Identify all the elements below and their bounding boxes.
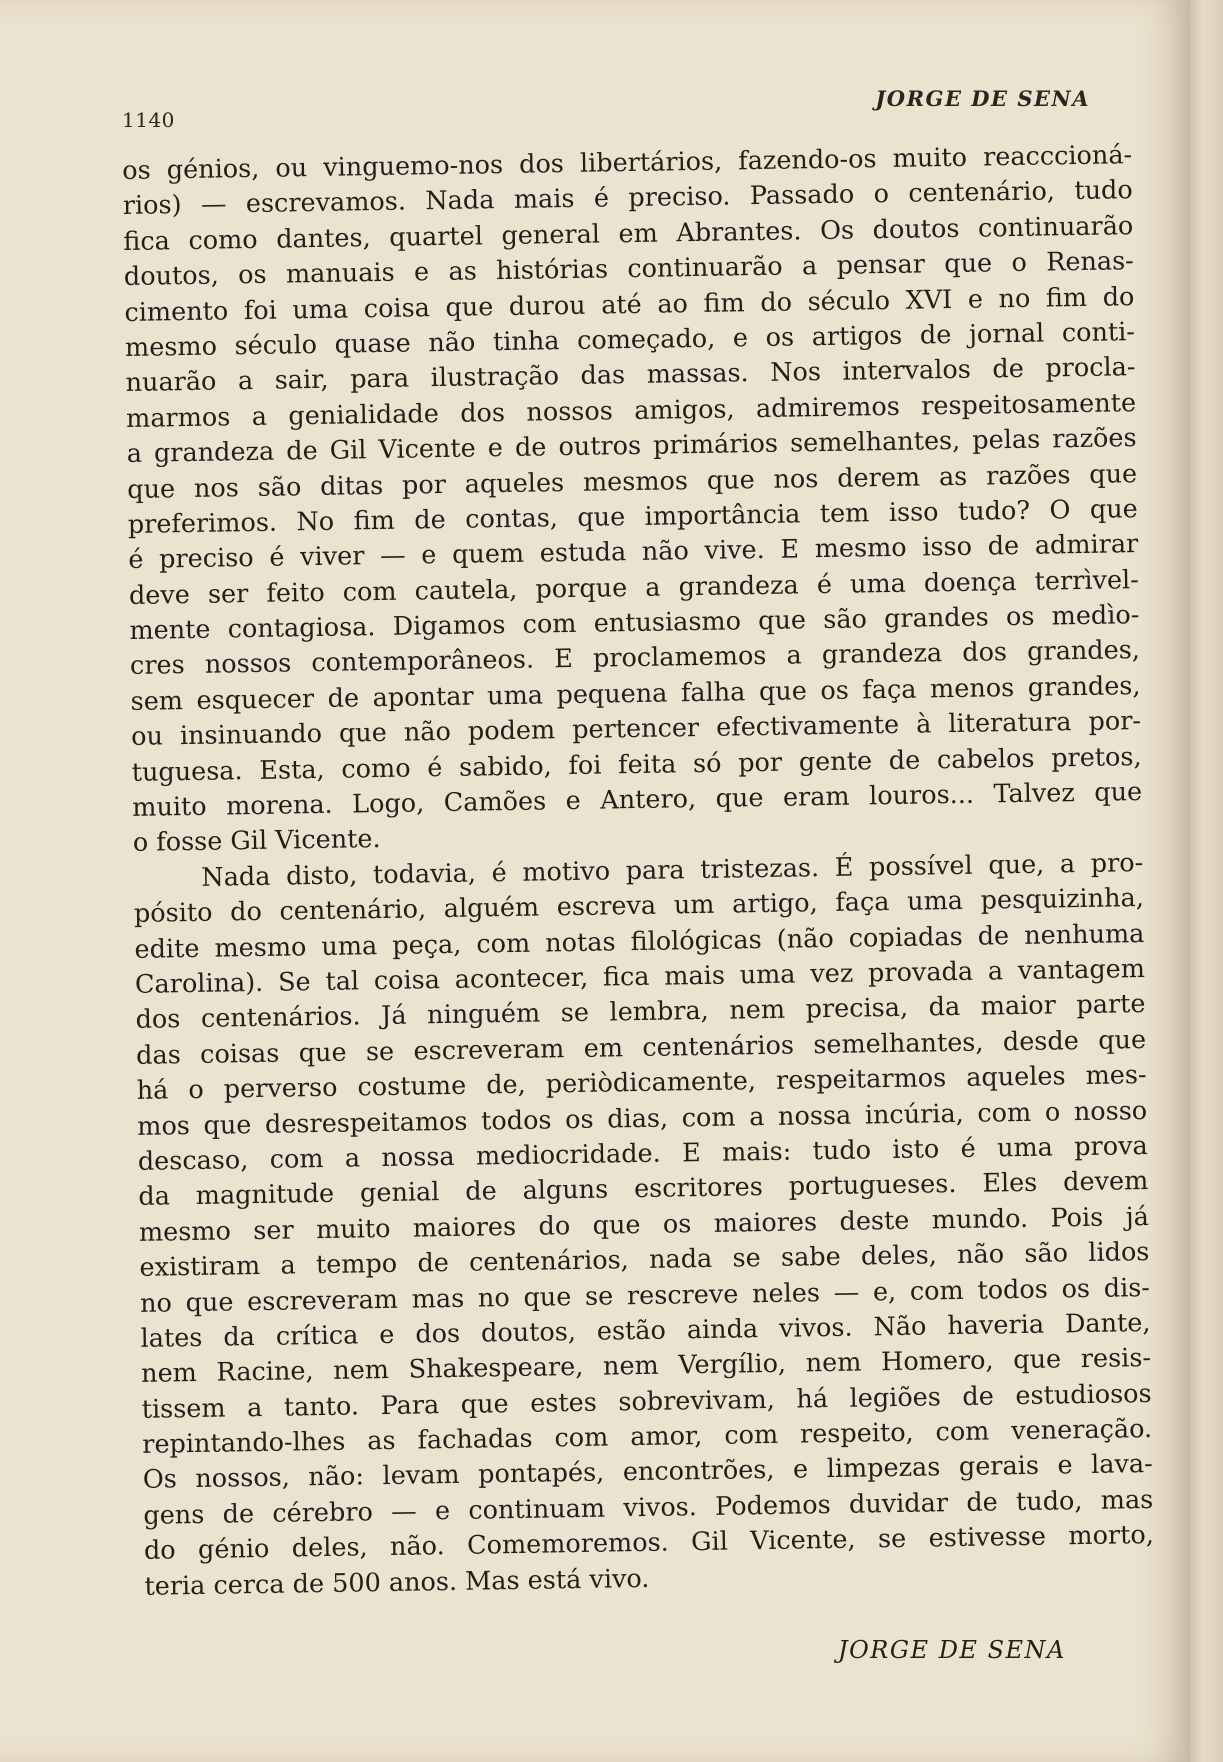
text-line: há o perverso costume de, periòdicamente, respeitarmos aqueles mes- (136, 1060, 1147, 1107)
text-line: edite mesmo uma peça, com notas filológicas (não copiadas de nenhuma (134, 918, 1145, 965)
text-line: gens de cérebro — e continuam vivos. Podemos duvidar de tudo, mas (143, 1484, 1154, 1531)
text-line: fica como dantes, quartel general em Abrantes. Os doutos continuarão (123, 210, 1134, 257)
text-line: Nada disto, todavia, é motivo para tristezas. É possível que, a pro- (201, 847, 1144, 893)
text-line: existiram a tempo de centenários, nada se sabe deles, não são lidos (139, 1237, 1150, 1283)
text-line: mente contagiosa. Digamos com entusiasmo que são grandes os medìo- (129, 600, 1140, 647)
text-line: os génios, ou vinguemo-nos dos libertários, fazendo-os muito reacccioná- (122, 140, 1133, 186)
paragraph (122, 138, 1143, 862)
text-line: das coisas que se escreveram em centenários semelhantes, desde que (135, 1024, 1147, 1071)
text-line: mesmo século quase não tinha começado, e os artigos de jornal conti- (124, 317, 1136, 363)
text-line: sem esquecer de apontar uma pequena falha que os faça menos grandes, (130, 670, 1141, 717)
text-line: deve ser feito com cautela, porque a grandeza é uma doença terrìvel- (128, 564, 1140, 611)
text-line: nuarão a sair, para ilustração das massas. Nos intervalos de procla- (125, 352, 1136, 399)
text-line: ou insinuando que não podem pertencer efectivamente à literatura por- (130, 706, 1142, 753)
text-line: é preciso é viver — e quem estuda não vive. E mesmo isso de admirar (128, 529, 1139, 576)
text-line: lates da crítica e dos doutos, estão ainda vivos. Não haveria Dante, (140, 1307, 1151, 1354)
text-line: a grandeza de Gil Vicente e de outros primários semelhantes, pelas razões (126, 423, 1137, 470)
text-line: teria cerca de 500 anos. Mas está vivo. (144, 1563, 650, 1602)
text-line: no que escreveram mas no que se rescreve neles — e, com todos os dis- (139, 1272, 1151, 1319)
running-head-author: JORGE DE SENA (875, 86, 1090, 111)
text-line: repintando-lhes as fachadas com amor, com respeito, com veneração. (142, 1414, 1153, 1460)
text-line: mos que desrespeitamos todos os dias, com a nossa incúria, com o nosso (137, 1095, 1148, 1142)
author-signature: JORGE DE SENA (838, 1636, 1066, 1664)
text-line: rios) — escrevamos. Nada mais é preciso. Passado o centenário, tudo (122, 175, 1133, 222)
text-line: Carolina). Se tal coisa acontecer, fica mais uma vez provada a vantagem (134, 954, 1146, 1000)
page-number: 1140 (122, 108, 175, 132)
text-line: doutos, os manuais e as histórias continuarão a pensar que o Renas- (123, 246, 1135, 293)
text-line: cimento foi uma coisa que durou até ao fim do século XVI e no fim do (124, 281, 1135, 328)
page-edge (1190, 0, 1223, 1762)
text-line: tuguesa. Esta, como é sabido, foi feita só por gente de cabelos pretos, (131, 741, 1142, 788)
text-line: mesmo ser muito maiores do que os maiores deste mundo. Pois já (138, 1201, 1150, 1248)
text-line: preferimos. No fim de contas, que importância tem isso tudo? O que (127, 493, 1138, 540)
text-line: cres nossos contemporâneos. E proclamemos a grandeza dos grandes, (129, 635, 1141, 682)
text-line: descaso, com a nossa mediocridade. E mais: tudo isto é uma prova (137, 1130, 1148, 1177)
text-line: da magnitude genial de alguns escritores portugueses. Eles devem (138, 1166, 1149, 1213)
text-line: do génio deles, não. Comemoremos. Gil Vicente, se estivesse morto, (143, 1520, 1155, 1567)
text-line: marmos a genialidade dos nossos amigos, admiremos respeitosamente (125, 387, 1137, 434)
text-line: tissem a tanto. Para que estes sobrevivam, há legiões de estudiosos (141, 1378, 1152, 1425)
body-text (122, 138, 1155, 1605)
text-line: dos centenários. Já ninguém se lembra, nem precisa, da maior parte (135, 989, 1146, 1036)
text-line: pósito do centenário, alguém escreva um artigo, faça uma pesquizinha, (133, 883, 1145, 930)
text-line: que nos são ditas por aqueles mesmos que nos derem as razões que (127, 458, 1138, 505)
paragraph (133, 846, 1155, 1605)
text-line: muito morena. Logo, Camões e Antero, que eram louros... Talvez que (132, 777, 1143, 823)
text-line: nem Racine, nem Shakespeare, nem Vergílio, nem Homero, que resis- (140, 1343, 1152, 1390)
text-line: Os nossos, não: levam pontapés, encontrões, e limpezas gerais e lava- (142, 1449, 1153, 1496)
text-line: o fosse Gil Vicente. (132, 824, 381, 859)
